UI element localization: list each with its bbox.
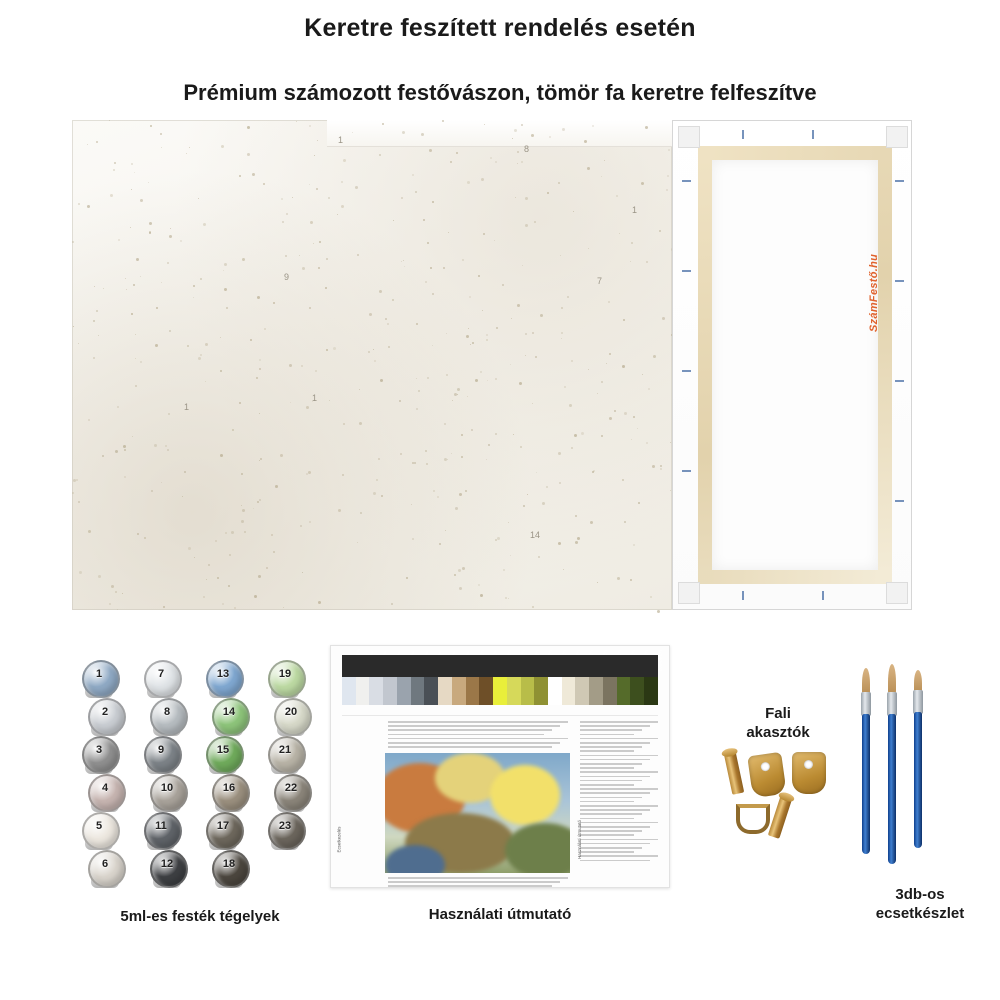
staple (895, 180, 904, 182)
staple (742, 591, 744, 600)
sheet-text-line (580, 750, 634, 752)
paint-pot-number: 16 (222, 782, 236, 794)
paint-pot-number: 23 (278, 820, 292, 832)
page-subtitle: Prémium számozott festővászon, tömör fa keretre felfeszítve (183, 80, 817, 105)
paint-pot-number: 11 (155, 820, 167, 832)
page-title: Keretre feszített rendelés esetén (304, 14, 696, 42)
paint-pot (272, 774, 310, 814)
caption-hangers-line1: Fali (765, 705, 791, 722)
paint-pot-number: 4 (101, 782, 109, 794)
paint-pot-number: 20 (284, 706, 298, 718)
wall-hangers-group (718, 700, 838, 860)
canvas-number-label: 1 (312, 393, 318, 403)
color-swatch (424, 655, 438, 705)
staple (742, 130, 744, 139)
color-swatch (589, 655, 603, 705)
brush-set-group (850, 660, 960, 880)
reference-photo (385, 753, 570, 873)
sheet-text-line (580, 738, 658, 740)
sheet-text-line (580, 813, 642, 815)
paint-pot-number: 7 (157, 668, 165, 680)
sheet-text-line (580, 847, 642, 849)
color-swatch (644, 650, 663, 705)
staple (895, 500, 904, 502)
canvas-number-label: 14 (530, 530, 541, 540)
color-swatch (603, 655, 617, 705)
canvas-corner-fold (678, 582, 700, 604)
sheet-text-line (580, 860, 650, 862)
paint-pot (266, 812, 304, 852)
caption-hangers-line2: akasztók (746, 723, 810, 741)
color-swatch (438, 655, 452, 705)
sheet-text-line (580, 805, 658, 807)
sheet-text-line (580, 830, 642, 832)
sheet-text-line (580, 792, 650, 794)
frame-opening (698, 146, 892, 584)
sheet-text-line (388, 881, 560, 883)
paint-pot (142, 736, 180, 776)
paint-pot-number: 17 (216, 820, 230, 832)
paint-pot (266, 736, 304, 776)
paint-pot (80, 812, 118, 852)
sheet-text-block (344, 723, 380, 873)
color-swatch (479, 655, 493, 705)
screw-icon (768, 795, 792, 839)
paint-pot (86, 850, 124, 890)
sheet-side-label: Ecsetkezelés (336, 826, 342, 853)
sheet-text-line (580, 826, 650, 828)
canvas-number-label: 7 (597, 276, 603, 286)
paint-pot-number: 12 (160, 858, 174, 870)
canvas-corner-fold (678, 126, 700, 148)
paint-pot (80, 736, 118, 776)
canvas-corner-fold (886, 582, 908, 604)
color-swatch (534, 655, 548, 705)
paint-pot-number: 18 (222, 858, 236, 870)
sheet-text-line (580, 725, 650, 727)
sheet-text-line (580, 734, 634, 736)
paint-pot-number: 13 (216, 668, 230, 680)
color-swatch (521, 655, 535, 705)
color-swatch (630, 655, 644, 705)
paint-pot (210, 774, 248, 814)
canvas-number-label: 1 (632, 205, 638, 215)
paint-pot-number: 9 (157, 744, 165, 756)
canvas-front-image (72, 120, 672, 610)
paint-pot (266, 660, 304, 700)
color-swatch (548, 655, 562, 705)
sheet-text-line (388, 877, 568, 879)
paint-pot (142, 812, 180, 852)
staple (682, 270, 691, 272)
sheet-text-line (580, 776, 650, 778)
color-swatch (369, 655, 383, 705)
sheet-text-line (580, 784, 634, 786)
hanger-plate (792, 752, 826, 794)
sheet-side-label: Használati útmutató (576, 820, 582, 859)
paint-pot-number: 21 (278, 744, 292, 756)
sheet-text-line (580, 855, 658, 857)
sheet-text-line (580, 746, 642, 748)
color-swatch (397, 655, 411, 705)
paint-pot (148, 774, 186, 814)
paint-pot-number: 1 (95, 668, 103, 680)
sheet-text-line (580, 818, 634, 820)
sheet-text-line (580, 851, 634, 853)
color-swatch (411, 655, 425, 705)
staple (822, 591, 824, 600)
paint-pot (86, 774, 124, 814)
sheet-text-line (388, 721, 568, 723)
paint-pot (86, 698, 124, 738)
sheet-divider (342, 715, 658, 716)
sheet-text-line (388, 734, 544, 736)
sheet-text-line (580, 839, 658, 841)
swatch-code: 209-23 1% (657, 650, 663, 671)
paint-pot-number: 2 (101, 706, 109, 718)
paint-pot (148, 698, 186, 738)
staple (895, 380, 904, 382)
caption-paint-pots: 5ml-es festék tégelyek (120, 908, 280, 925)
paint-pot (210, 698, 248, 738)
paint-pot-number: 10 (160, 782, 174, 794)
staple (895, 280, 904, 282)
canvas-number-label: 9 (284, 272, 290, 282)
color-swatch (356, 655, 370, 705)
color-swatch (562, 655, 576, 705)
sheet-text-line (580, 797, 642, 799)
sheet-text-line (388, 725, 560, 727)
paint-pot (148, 850, 186, 890)
sheet-text-line (580, 780, 642, 782)
paint-pot-number: 6 (101, 858, 109, 870)
sheet-text-line (388, 746, 552, 748)
color-swatch (383, 655, 397, 705)
sheet-text-line (580, 809, 650, 811)
sheet-text-line (580, 771, 658, 773)
color-swatch (507, 655, 521, 705)
instruction-sheet (330, 645, 670, 888)
sheet-text-line (580, 742, 650, 744)
color-swatch (493, 655, 507, 705)
paint-pot-number: 22 (284, 782, 298, 794)
sheet-text-line (580, 755, 658, 757)
sheet-text-line (388, 742, 560, 744)
staple (682, 370, 691, 372)
paint-pot-number: 14 (222, 706, 236, 718)
sheet-text-line (580, 822, 658, 824)
caption-manual: Használati útmutató (428, 906, 572, 923)
color-swatch (575, 655, 589, 705)
paint-pot (204, 812, 242, 852)
caption-brushes-line1: 3db-os (895, 886, 945, 903)
sheet-text-line (388, 738, 568, 740)
sheet-text-line (580, 729, 642, 731)
caption-brushes (845, 886, 995, 924)
d-ring (736, 804, 770, 834)
hanger-plate (747, 752, 787, 798)
staple (682, 470, 691, 472)
paint-pot-number: 3 (95, 744, 103, 756)
sheet-text-line (580, 763, 642, 765)
paint-pot (204, 660, 242, 700)
canvas-back-frame (672, 120, 912, 610)
color-swatch-chart (342, 650, 663, 705)
staple (682, 180, 691, 182)
screw-icon (724, 751, 744, 795)
canvas-top-edge (327, 120, 672, 147)
paint-pot-number: 19 (278, 668, 292, 680)
sheet-text-line (580, 843, 650, 845)
paint-pot-number: 15 (216, 744, 230, 756)
paint-pot-number: 5 (95, 820, 103, 832)
color-swatch (342, 655, 356, 705)
color-swatch (466, 655, 480, 705)
canvas-number-label: 8 (524, 144, 530, 154)
paint-pot (204, 736, 242, 776)
sheet-text-line (580, 721, 658, 723)
sheet-text-line (580, 834, 634, 836)
paint-pot (142, 660, 180, 700)
sheet-text-line (580, 767, 634, 769)
staple (812, 130, 814, 139)
color-swatch (452, 655, 466, 705)
canvas-number-label: 1 (184, 402, 190, 412)
color-swatch (617, 655, 631, 705)
sheet-text-line (388, 729, 552, 731)
paint-pot (272, 698, 310, 738)
paint-pots-group (80, 660, 320, 890)
sheet-text-line (580, 759, 650, 761)
sheet-text-line (580, 788, 658, 790)
paint-pot (80, 660, 118, 700)
brand-logo: SzámFestő.hu (868, 253, 880, 332)
sheet-text-line (388, 885, 552, 887)
paint-pot (210, 850, 248, 890)
caption-brushes-line2: ecsetkészlet (875, 904, 965, 922)
canvas-number-label: 1 (338, 135, 344, 145)
paint-pot-number: 8 (163, 706, 171, 718)
sheet-text-line (580, 801, 634, 803)
canvas-corner-fold (886, 126, 908, 148)
